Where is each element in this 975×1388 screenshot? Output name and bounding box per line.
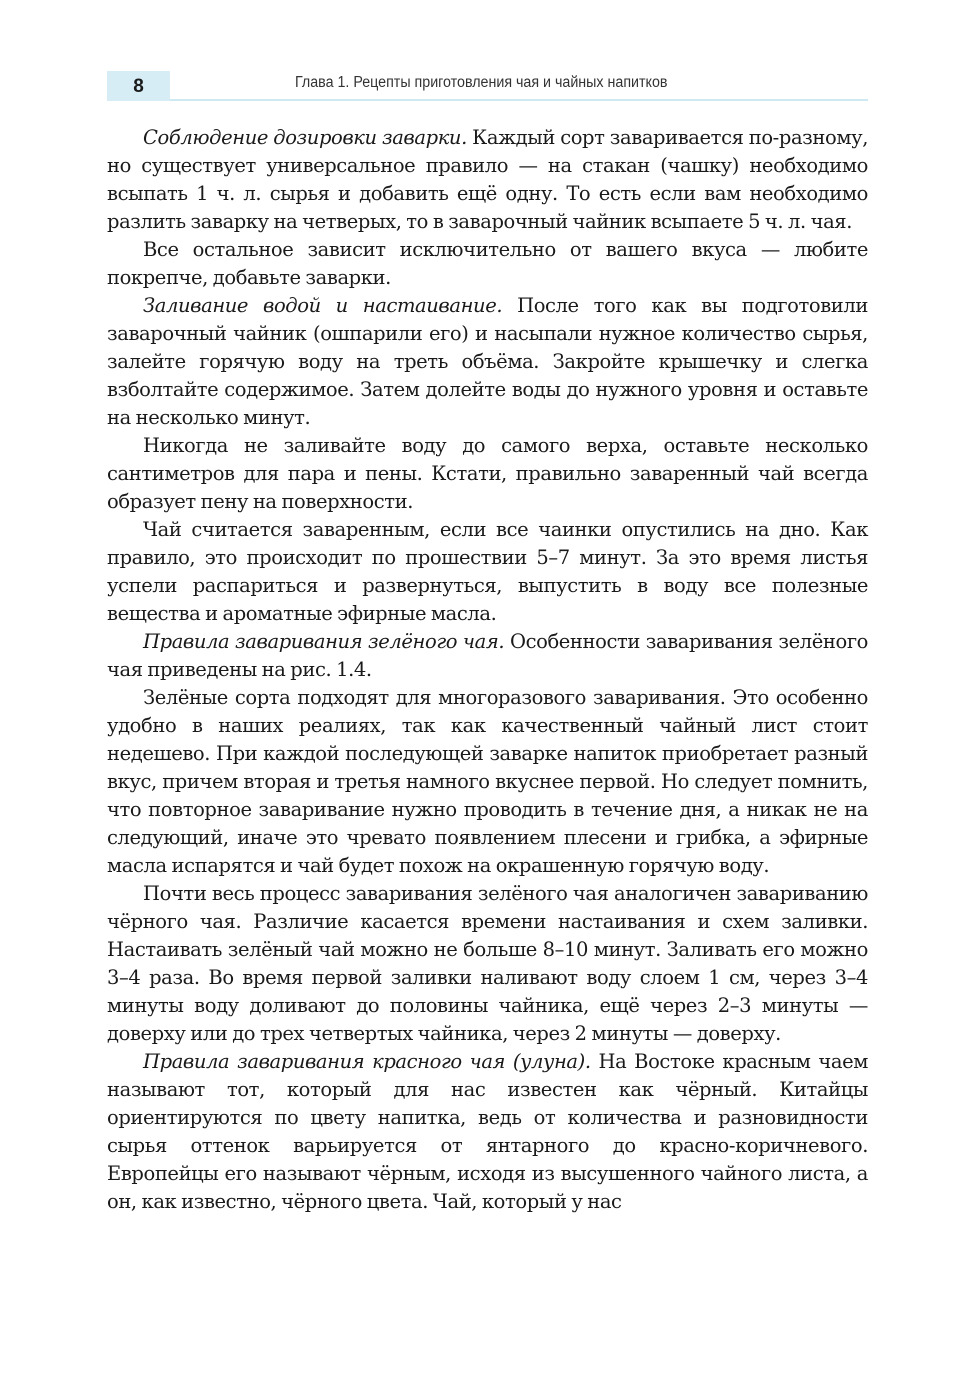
paragraph-text: Почти весь процесс заваривания зелёного чая аналогичен завариванию чёрного чая. Различие касается времени настаивания и схем заливки. Настаивать зелёный чай можно не больше 8–10 минут. Заливать его можно 3–4 раза. Во время первой заливки наливают воду слоем 1 см, через 3–4 минуты воду доливают до половины чайника, ещё через 2–3 минуты — доверху или до трех четвертых чайника, через 2 минуты — доверху.: [107, 882, 868, 1045]
paragraph: [107, 1048, 868, 1216]
page-header: [107, 71, 868, 101]
paragraph: [107, 236, 868, 292]
paragraph-text: Никогда не заливайте воду до самого верха, оставьте несколько сантиметров для пара и пены. Кстати, правильно заваренный чай всегда образует пену на поверхности.: [107, 434, 868, 513]
paragraph-text: Особенности заваривания зелёного чая приведены на рис. 1.4.: [107, 630, 868, 681]
paragraph-text: Зелёные сорта подходят для многоразового заваривания. Это особенно удобно в наших реалиях, так как качественный чайный лист стоит недешево. При каждой последующей заварке напиток приобретает разный вкус, причем вторая и третья намного вкуснее первой. Но следует помнить, что повторное заваривание нужно проводить в течение дня, а никак не на следующий, иначе это чревато появлением плесени и грибка, а эфирные масла испарятся и чай будет похож на окрашенную горячую воду.: [107, 686, 868, 877]
paragraph: [107, 292, 868, 432]
paragraph-text: После того как вы подготовили заварочный чайник (ошпарили его) и насыпали нужное количество сырья, залейте горячую воду на треть объёма. Закройте крышечку и слегка взболтайте содержимое. Затем долейте воды до нужного уровня и оставьте на несколько минут.: [107, 294, 868, 429]
paragraph: [107, 516, 868, 628]
paragraph-text: Каждый сорт заваривается по-разному, но существует универсальное правило — на стакан (чашку) необходимо всыпать 1 ч. л. сырья и добавить ещё одну. То есть если вам необходимо разлить заварку на четверых, то в заварочный чайник всыпаете 5 ч. л. чая.: [107, 126, 868, 233]
paragraph-lead: Заливание водой и настаивание.: [143, 294, 503, 317]
paragraph-text: Чай считается заваренным, если все чаинки опустились на дно. Как правило, это происходит по прошествии 5–7 минут. За это время листья успели распариться и развернуться, выпустить в воду все полезные вещества и ароматные эфирные масла.: [107, 518, 868, 625]
header-rule: [170, 99, 868, 101]
page-number: 8: [133, 76, 144, 97]
running-title: Глава 1. Рецепты приготовления чая и чайных напитков: [295, 74, 668, 91]
paragraph: [107, 684, 868, 880]
paragraph: [107, 880, 868, 1048]
paragraph-text: Все остальное зависит исключительно от вашего вкуса — любите покрепче, добавьте заварки.: [107, 238, 868, 289]
paragraph-text: На Востоке красным чаем называют тот, который для нас известен как чёрный. Китайцы ориентируются по цвету напитка, ведь от количества и разновидности сырья оттенок варьируется от янтарного до красно-коричневого. Европейцы его называют чёрным, исходя из высушенного чайного листа, а он, как известно, чёрного цвета. Чай, который у нас: [107, 1050, 868, 1213]
paragraph-lead: Правила заваривания красного чая (улуна).: [143, 1050, 591, 1073]
paragraph-lead: Правила заваривания зелёного чая.: [143, 630, 505, 653]
body-text: [107, 124, 868, 1216]
paragraph-lead: Соблюдение дозировки заварки.: [143, 126, 467, 149]
paragraph: [107, 124, 868, 236]
paragraph: [107, 432, 868, 516]
paragraph: [107, 628, 868, 684]
